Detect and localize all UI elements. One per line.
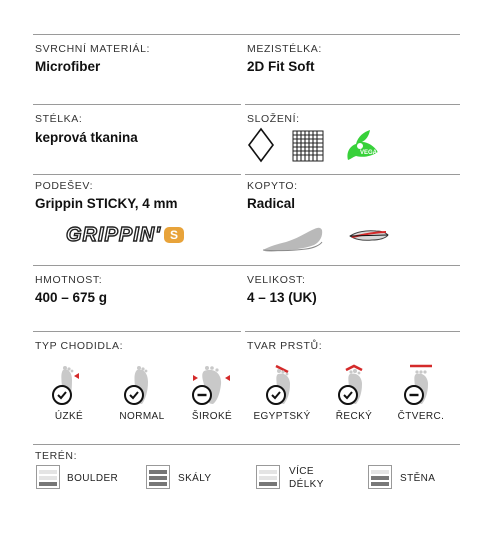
grippin-logo-mark: S xyxy=(164,227,184,243)
divider xyxy=(33,331,241,332)
foot-normal-caption: NORMAL xyxy=(119,411,165,422)
grippin-logo-text: GRIPPIN' xyxy=(66,223,161,246)
midsole-value: 2D Fit Soft xyxy=(247,59,315,74)
divider xyxy=(33,174,241,175)
insole-value: keprová tkanina xyxy=(35,130,138,145)
vegan-badge-text: VEGAN xyxy=(360,150,382,156)
foot-wide-caption: ŠIROKÉ xyxy=(191,411,233,422)
terrain-rocks-label: SKÁLY xyxy=(178,473,212,484)
shoe-last-top-icon xyxy=(348,226,390,246)
terrain-multipitch-label-line2: DÉLKY xyxy=(289,479,324,490)
midsole-label: MEZISTÉLKA: xyxy=(247,43,322,55)
toe-shape-label: TVAR PRSTŮ: xyxy=(247,340,323,352)
foot-normal-icon xyxy=(120,364,160,408)
terrain-rocks-icon xyxy=(146,465,170,489)
toe-square-caption: ČTVERC. xyxy=(397,411,445,422)
divider xyxy=(245,174,460,175)
terrain-wall-icon xyxy=(368,465,392,489)
divider xyxy=(33,34,460,35)
terrain-label: TERÉN: xyxy=(35,450,78,462)
terrain-boulder-icon xyxy=(36,465,60,489)
upper-material-value: Microfiber xyxy=(35,59,101,74)
last-value: Radical xyxy=(247,196,296,211)
sole-label: PODEŠEV: xyxy=(35,180,94,192)
sole-value: Grippin STICKY, 4 mm xyxy=(35,196,178,211)
foot-narrow-caption: ÚZKÉ xyxy=(54,411,84,422)
terrain-boulder-label: BOULDER xyxy=(67,473,119,484)
toe-egyptian-caption: EGYPTSKÝ xyxy=(253,411,311,422)
vegan-icon xyxy=(342,126,384,164)
upper-material-label: SVRCHNÍ MATERIÁL: xyxy=(35,43,151,55)
divider xyxy=(245,104,460,105)
toe-square-icon xyxy=(400,362,440,408)
insole-label: STÉLKA: xyxy=(35,113,83,125)
divider xyxy=(33,104,241,105)
terrain-multipitch-label xyxy=(289,465,324,491)
foot-width-label: TYP CHODIDLA: xyxy=(35,340,124,352)
composition-label: SLOŽENÍ: xyxy=(247,113,300,125)
divider xyxy=(33,444,460,445)
divider xyxy=(33,265,460,266)
foot-narrow-icon xyxy=(48,364,88,408)
shoe-last-side-icon xyxy=(260,222,326,254)
toe-greek-icon xyxy=(334,362,374,408)
terrain-wall-label: STĚNA xyxy=(400,473,436,484)
weight-value: 400 – 675 g xyxy=(35,290,108,305)
last-label: KOPYTO: xyxy=(247,180,298,192)
diamond-icon xyxy=(247,127,275,163)
terrain-multipitch-icon xyxy=(256,465,280,489)
mesh-icon xyxy=(292,130,324,162)
toe-egyptian-icon xyxy=(262,362,302,408)
size-label: VELIKOST: xyxy=(247,274,306,286)
size-value: 4 – 13 (UK) xyxy=(247,290,317,305)
terrain-multipitch-label-line1: VÍCE xyxy=(289,466,314,477)
toe-greek-caption: ŘECKÝ xyxy=(335,411,373,422)
weight-label: HMOTNOST: xyxy=(35,274,103,286)
grippin-logo xyxy=(66,222,184,248)
foot-wide-icon xyxy=(190,364,234,408)
divider xyxy=(245,331,460,332)
